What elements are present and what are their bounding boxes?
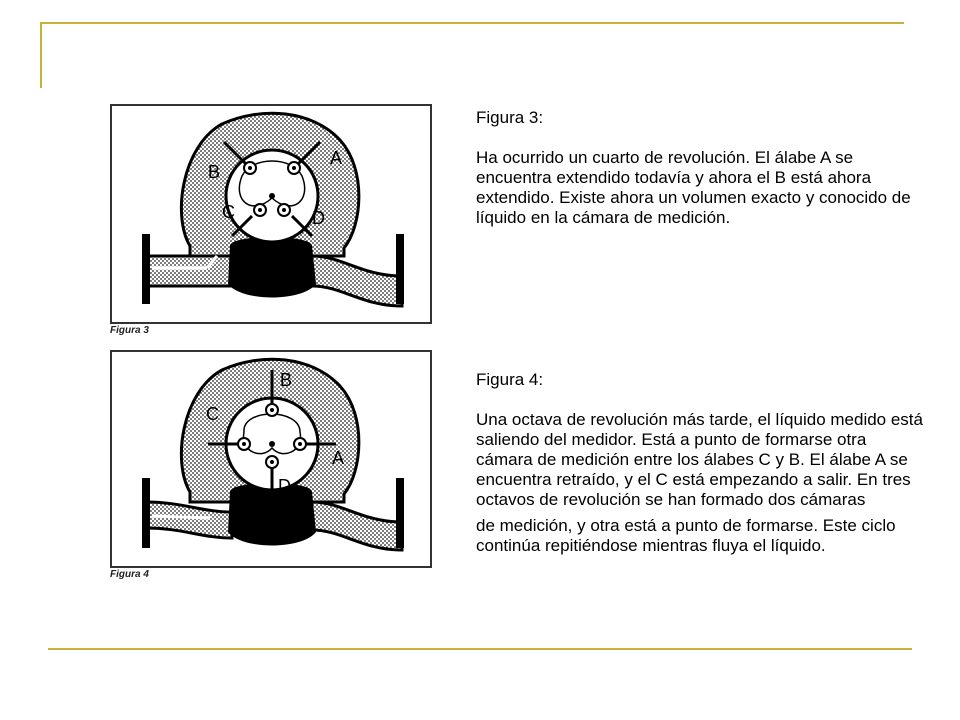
figure-4-label-a: A <box>332 448 345 468</box>
top-rule <box>40 22 904 24</box>
section-4-heading: Figura 4: <box>476 370 544 389</box>
figure-3-diagram <box>110 104 432 324</box>
section-3-text <box>476 108 926 228</box>
figure-4-label-c: C <box>206 404 219 424</box>
section-4-text <box>476 370 926 556</box>
figure-3-label-b: B <box>208 162 221 182</box>
figure-3-caption: Figura 3 <box>110 325 149 336</box>
figure-4-label-d: D <box>278 476 291 496</box>
figure-4-caption: Figura 4 <box>110 569 149 580</box>
figure-4-svg <box>112 352 430 566</box>
figure-4-diagram <box>110 350 432 568</box>
figure-4-label-b: B <box>280 370 293 390</box>
figure-3-label-a: A <box>330 148 343 168</box>
section-3-heading: Figura 3: <box>476 108 544 127</box>
figure-3-label-c: C <box>222 202 235 222</box>
bottom-rule <box>48 648 912 650</box>
section-4-continuation: de medición, y otra está a punto de formarse. Este ciclo continúa repitiéndose mientras fluya el líquido. <box>476 516 896 555</box>
figure-3-svg <box>112 106 430 322</box>
figure-3-label-d: D <box>312 208 325 228</box>
section-3-body: Ha ocurrido un cuarto de revolución. El álabe A se encuentra extendido todavía y ahora el B está ahora extendido. Existe ahora un volumen exacto y conocido de líquido en la cámara de medición. <box>476 148 911 227</box>
left-rule <box>40 22 42 88</box>
section-4-body: Una octava de revolución más tarde, el líquido medido está saliendo del medidor. Está a punto de formarse otra cámara de medición entre los álabes C y B. El álabe A se encuentra retraído, y el C está empezando a salir. En tres octavos de revolución se han formado dos cámaras <box>476 410 923 509</box>
